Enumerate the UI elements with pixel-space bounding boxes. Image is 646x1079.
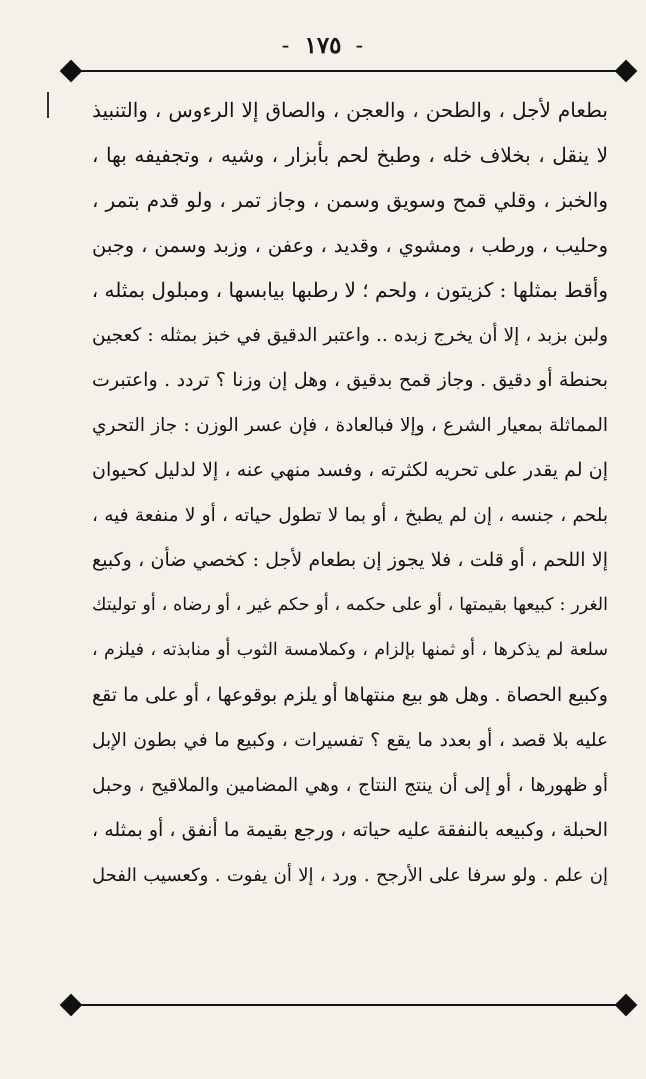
text-body bbox=[92, 88, 608, 898]
page-number: ١٧٥ bbox=[304, 32, 342, 59]
text-line-7: بحنطة أو دقيق . وجاز قمح بدقيق ، وهل إن وزنا ؟ تردد . واعتبرت bbox=[92, 369, 608, 391]
text-line-15: عليه بلا قصد ، أو بعدد ما يقع ؟ تفسيرات ، وكبيع ما في بطون الإبل bbox=[92, 730, 608, 751]
text-line-14: وكبيع الحصاة . وهل هو بيع منتهاها أو يلزم بوقوعها ، أو على ما تقع bbox=[92, 684, 608, 706]
bottom-rule bbox=[70, 1004, 626, 1006]
page-number-dash-right: - bbox=[355, 33, 365, 59]
bottom-left-diamond-ornament bbox=[60, 994, 83, 1017]
text-line-4: وحليب ، ورطب ، ومشوي ، وقديد ، وعفن ، وزبد وسمن ، وجبن bbox=[92, 234, 608, 257]
page-number-dash-left: - bbox=[281, 33, 291, 59]
text-line-12: الغرر : كبيعها بقيمتها ، أو على حكمه ، أو حكم غير ، أو رضاه ، أو توليتك bbox=[92, 595, 608, 615]
text-line-9: إن لم يقدر على تحريه لكثرته ، وفسد منهي عنه ، إلا لدليل كحيوان bbox=[92, 459, 608, 481]
text-line-1: بطعام لأجل ، والطحن ، والعجن ، والصاق إلا الرءوس ، والتنبيذ bbox=[92, 98, 608, 122]
text-line-8: المماثلة بمعيار الشرع ، وإلا فبالعادة ، فإن عسر الوزن : جاز التحري bbox=[92, 415, 608, 436]
text-line-2: لا ينقل ، بخلاف خله ، وطبخ لحم بأبزار ، وشيه ، وتجفيفه بها ، bbox=[92, 143, 608, 167]
page-number-header bbox=[0, 32, 646, 59]
text-line-17: الحبلة ، وكبيعه بالنفقة عليه حياته ، ورجع بقيمة ما أنفق ، أو بمثله ، bbox=[92, 819, 608, 841]
text-line-16: أو ظهورها ، أو إلى أن ينتج النتاج ، وهي المضامين والملاقيح ، وحبل bbox=[92, 775, 608, 796]
text-line-10: بلحم ، جنسه ، إن لم يطبخ ، أو بما لا تطول حياته ، أو لا منفعة فيه ، bbox=[92, 505, 608, 526]
top-rule bbox=[70, 70, 626, 72]
text-line-13: سلعة لم يذكرها ، أو ثمنها بإلزام ، وكملامسة الثوب أو منابذته ، فيلزم ، bbox=[92, 640, 608, 660]
top-left-diamond-ornament bbox=[60, 60, 83, 83]
text-line-18: إن علم . ولو سرفا على الأرجح . ورد ، إلا أن يفوت . وكعسيب الفحل bbox=[92, 865, 608, 886]
text-line-3: والخبز ، وقلي قمح وسويق وسمن ، وجاز تمر ، ولو قدم بتمر ، bbox=[92, 188, 608, 212]
top-right-diamond-ornament bbox=[615, 60, 638, 83]
text-line-5: وأقط بمثلها : كزيتون ، ولحم ؛ لا رطبها بيابسها ، ومبلول بمثله ، bbox=[92, 278, 608, 302]
bottom-right-diamond-ornament bbox=[615, 994, 638, 1017]
margin-mark bbox=[47, 92, 49, 118]
text-line-6: ولبن بزبد ، إلا أن يخرج زبده .. واعتبر الدقيق في خبز بمثله : كعجين bbox=[92, 325, 608, 346]
text-line-11: إلا اللحم ، أو قلت ، فلا يجوز إن بطعام لأجل : كخصي ضأن ، وكبيع bbox=[92, 549, 608, 571]
